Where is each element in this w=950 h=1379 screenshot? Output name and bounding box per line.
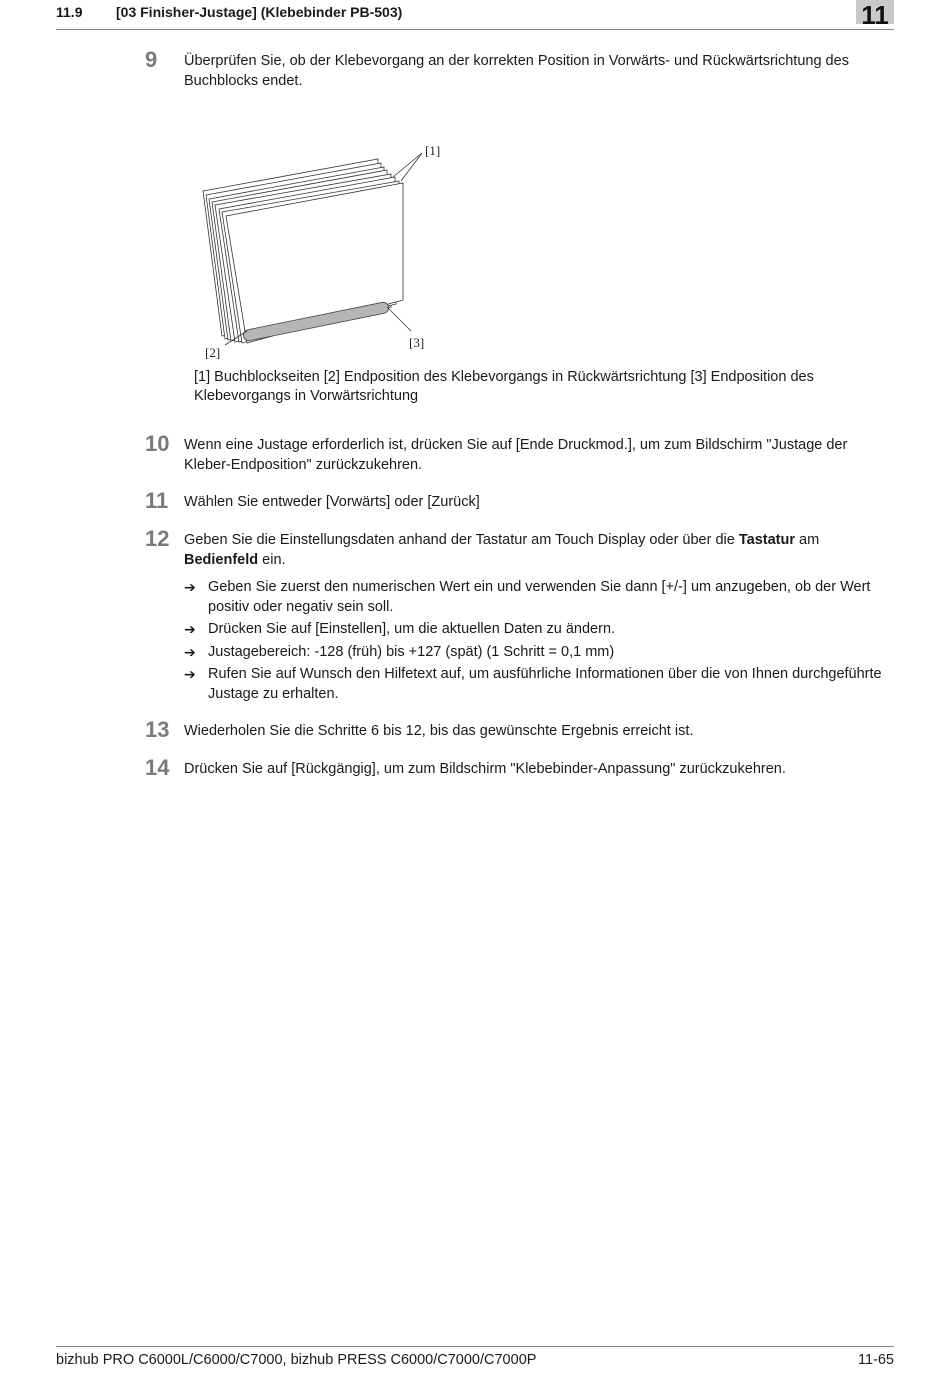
substep-item: ➔ Geben Sie zuerst den numerischen Wert ein und verwenden Sie dann [+/-] um anzugeben, ob der Wert positiv oder negativ sein soll.: [184, 579, 871, 615]
step-11: [145, 488, 895, 513]
book-block-illustration: [195, 135, 455, 365]
footer-models: bizhub PRO C6000L/C6000/C7000, bizhub PRESS C6000/C7000/C7000P: [56, 1352, 537, 1368]
section-number: 11.9: [56, 4, 83, 20]
arrow-icon: ➔: [184, 666, 196, 682]
substep-list: [184, 578, 895, 704]
substep-item: ➔ Justagebereich: -128 (früh) bis +127 (spät) (1 Schritt = 0,1 mm): [184, 643, 895, 663]
arrow-icon: ➔: [184, 621, 196, 637]
step-number: 11: [145, 488, 169, 513]
figure-label-2: [2]: [205, 345, 221, 360]
chapter-badge: 11: [856, 0, 894, 24]
step-number: 12: [145, 526, 170, 551]
page-header: [56, 0, 894, 30]
arrow-icon: ➔: [184, 579, 196, 595]
figure-label-3: [3]: [409, 335, 425, 350]
figure-label-1: [1]: [425, 143, 441, 158]
substep-item: ➔ Drücken Sie auf [Einstellen], um die aktuellen Daten zu ändern.: [184, 620, 895, 640]
substep-item: ➔ Rufen Sie auf Wunsch den Hilfetext auf, um ausführliche Informationen über die von Ihnen durchgeführte Justage zu erhalten.: [184, 666, 882, 702]
step-number: 10: [145, 431, 170, 456]
keyword-tastatur: Tastatur: [738, 532, 795, 548]
step-number: 9: [145, 47, 158, 72]
section-title: [03 Finisher-Justage] (Klebebinder PB-503): [116, 4, 403, 20]
step-number: 14: [145, 755, 170, 780]
step-number: 13: [145, 717, 170, 742]
figure-caption: [1] Buchblockseiten [2] Endposition des Klebevorgangs in Rückwärtsrichtung [3] Endposition des Klebevorgangs in Vorwärtsrichtung: [194, 369, 814, 404]
step-text: Überprüfen Sie, ob der Klebevorgang an der korrekten Position in Vorwärts- und Rückwärtsrichtung des Buchblocks endet.: [184, 53, 849, 89]
page-footer: [56, 1346, 894, 1368]
step-text: Geben Sie die Einstellungsdaten anhand der Tastatur am Touch Display oder über die Tastatur am Bedienfeld ein.: [184, 532, 820, 568]
step-text: Wählen Sie entweder [Vorwärts] oder [Zurück]: [184, 494, 480, 510]
arrow-icon: ➔: [184, 643, 196, 660]
keyword-bedienfeld: Bedienfeld: [184, 551, 259, 568]
step-text: Wenn eine Justage erforderlich ist, drücken Sie auf [Ende Druckmod.], um zum Bildschirm "Justage der Kleber-Endposition" zurückzukehren.: [184, 437, 848, 473]
step-text: Wiederholen Sie die Schritte 6 bis 12, bis das gewünschte Ergebnis erreicht ist.: [184, 723, 694, 739]
step-13: [145, 717, 895, 742]
step-text: Drücken Sie auf [Rückgängig], um zum Bildschirm "Klebebinder-Anpassung" zurückzukehren.: [184, 761, 786, 777]
step-14: [145, 755, 895, 780]
step-9: [145, 47, 895, 91]
page-number: 11-65: [857, 1352, 894, 1368]
step-12: [145, 526, 895, 720]
step-10: [145, 431, 895, 475]
